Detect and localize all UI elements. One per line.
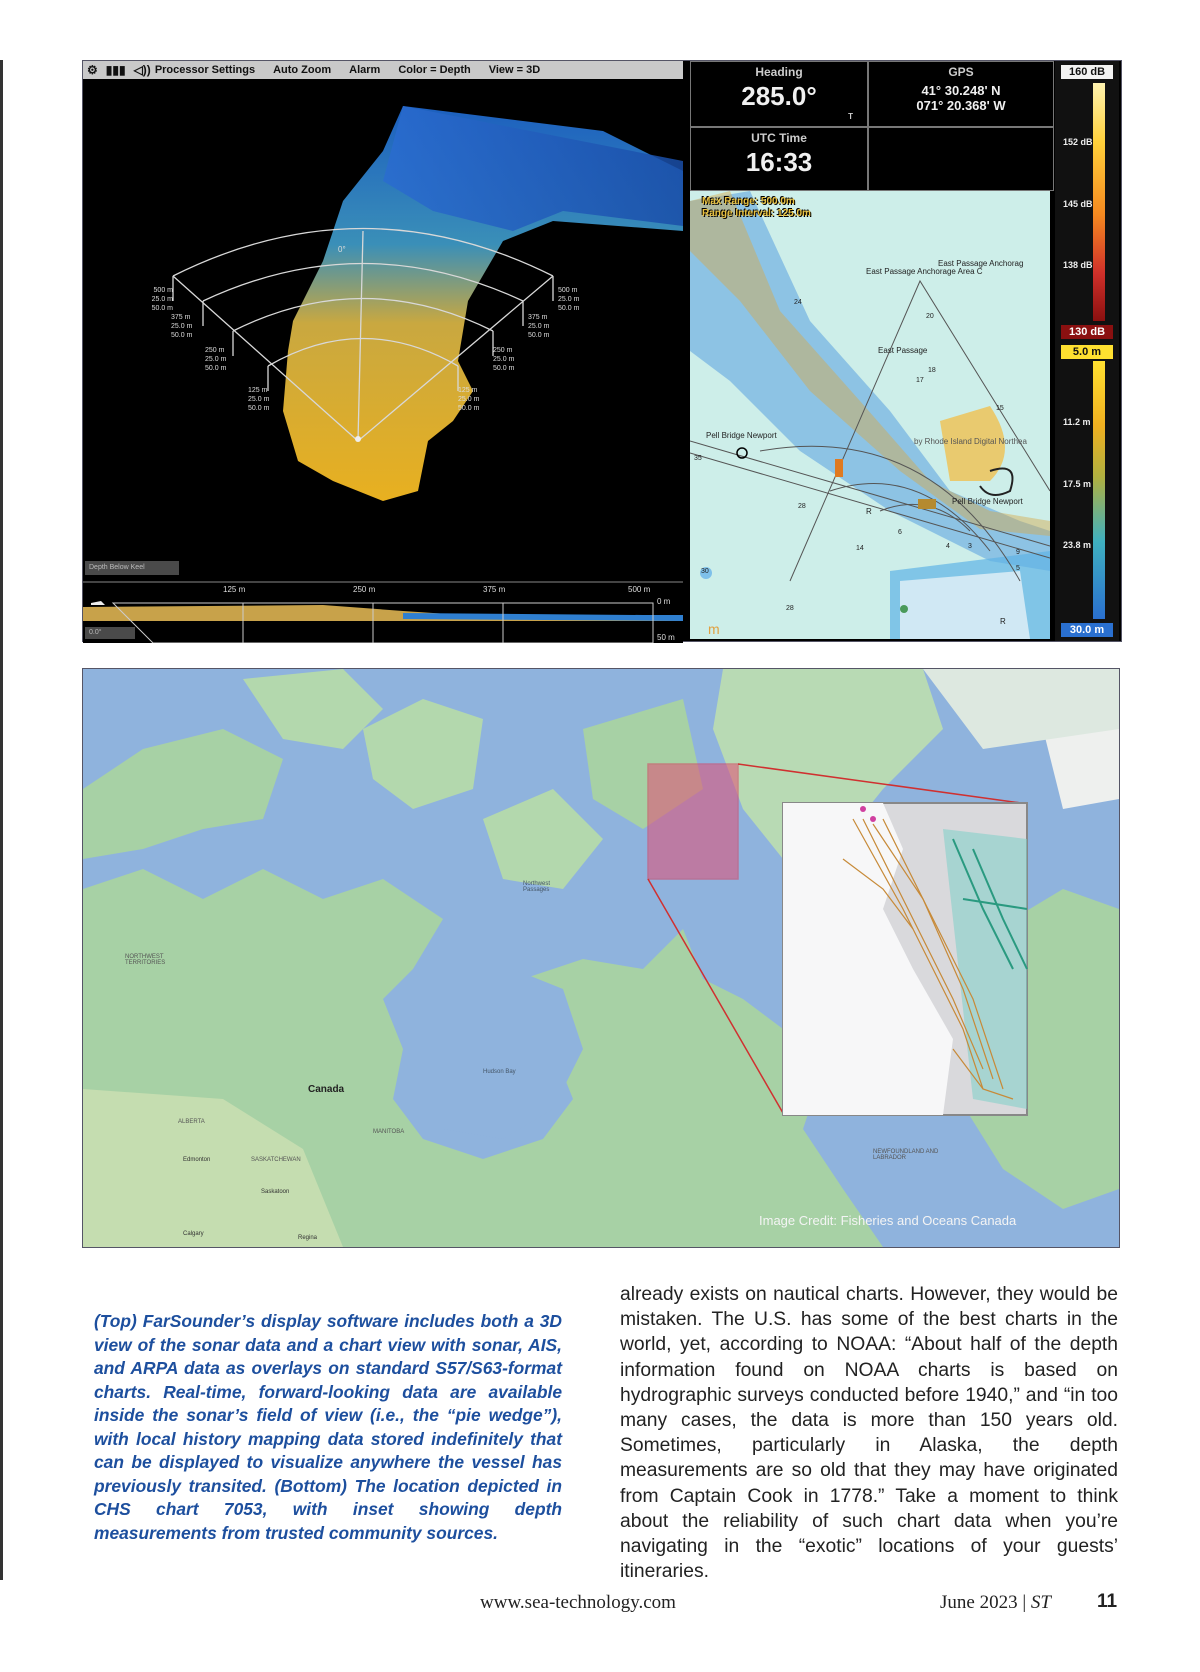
depth-sounding: 14 [856,545,864,552]
depth-gradient-bar [1093,361,1105,619]
chart-label-anchorage-c: East Passage Anchorage Area C [866,267,983,276]
toolbar-processor-settings[interactable]: Processor Settings [154,64,256,76]
profile-tick-500: 500 m [628,585,651,594]
heading-label: Heading [755,65,803,79]
depth-scale-17: 17.5 m [1063,479,1092,489]
toolbar-view-mode[interactable]: View = 3D [488,64,541,76]
footer-date: June 2023 | [940,1592,1031,1613]
canada-map-figure [82,668,1120,1248]
db-scale-min: 130 dB [1061,325,1113,339]
wedge-375-left: 375 m 25.0 m 50.0 m [171,314,193,339]
depth-below-keel-button[interactable]: Depth Below Keel [85,561,179,575]
figure-caption: (Top) FarSounder’s display software includes both a 3D view of the sonar data and a chart view with sonar, AIS, and ARPA data as overlays on standard S57/S63-format charts. Real-time, forward-looking data are available inside the sonar’s field of view (i.e., the “pie wedge”), with local history mapping data stored indefinitely that can be displayed to visualize anywhere the vessel has previously transited. (Bottom) The location depicted in CHS chart 7053, with inset showing depth measurements from trusted community sources. [94,1311,562,1543]
heading-suffix: T [848,112,853,121]
map-label-alberta: ALBERTA [178,1119,205,1125]
wedge-250-left: 250 m 25.0 m 50.0 m [205,347,227,372]
menu-bars-icon[interactable]: ▮▮▮ [105,63,126,77]
wedge-500-right: 500 m 25.0 m 50.0 m [558,287,580,312]
chart-label-anchorage: East Passage Anchorag [938,259,1024,268]
hud-empty-cell [868,127,1054,191]
map-label-manitoba: MANITOBA [373,1129,405,1135]
footer-url[interactable]: www.sea-technology.com [480,1592,676,1613]
map-label-edmonton: Edmonton [183,1157,211,1163]
map-label-saskatoon: Saskatoon [261,1189,290,1195]
sonar-ping-icon[interactable]: ◁)) [133,63,151,77]
profile-depth-bottom: 50 m [657,633,675,642]
chart-label-east-passage: East Passage [878,346,928,355]
profile-depth-top: 0 m [657,597,671,606]
profile-angle-readout: 0.0° [85,627,135,639]
profile-graphic [83,583,683,643]
depth-sounding: 30 [701,568,709,575]
sonar-3d-view [83,61,683,641]
depth-sounding: 17 [916,377,924,384]
chart-marker-r: R [866,507,872,516]
toolbar-alarm[interactable]: Alarm [349,64,381,76]
profile-tick-125: 125 m [223,585,246,594]
sonar-3d-graphic [83,61,683,641]
depth-sounding: 5 [1016,565,1020,572]
sonar-display-figure [82,60,1122,642]
profile-tick-250: 250 m [353,585,376,594]
sonar-side-profile [83,581,683,643]
map-label-newfoundland: NEWFOUNDLAND AND LABRADOR [873,1149,939,1161]
toolbar-color-mode[interactable]: Color = Depth [398,64,471,76]
depth-scale-23: 23.8 m [1063,540,1092,550]
map-image-credit: Image Credit: Fisheries and Oceans Canada [759,1213,1017,1228]
chart-label-ri-digital: by Rhode Island Digital Northea [914,437,1027,446]
page-left-rule [0,60,3,1580]
depth-sounding: 24 [794,299,802,306]
depth-sounding: 20 [926,313,934,320]
heading-value: 285.0° [741,81,817,111]
sonar-toolbar [83,61,683,79]
depth-sounding: 15 [996,405,1004,412]
footer-issue [940,1592,1051,1614]
utc-readout [690,127,868,191]
wedge-125-left: 125 m 25.0 m 50.0 m [248,387,270,412]
chart-range-readout: Max Range: 500.0m Range Interval: 125.0m [702,196,811,219]
depth-sounding: 28 [786,605,794,612]
page-number: 11 [1097,1591,1118,1612]
profile-tick-375: 375 m [483,585,506,594]
color-scale [1055,61,1119,641]
map-graphic [83,669,1119,1247]
chart-marker-r-2: R [1000,617,1006,626]
map-label-northwest-passages: Northwest Passages [523,881,551,893]
map-label-nwt: NORTHWEST TERRITORIES [125,954,166,966]
toolbar-auto-zoom[interactable]: Auto Zoom [273,64,332,76]
depth-scale-11: 11.2 m [1063,417,1091,427]
utc-label: UTC Time [751,131,807,145]
chart-label-pell-bridge: Pell Bridge Newport [706,431,777,440]
gps-readout [868,61,1054,127]
map-label-calgary: Calgary [183,1231,204,1237]
map-label-regina: Regina [298,1235,318,1241]
depth-sounding: 35 [694,455,702,462]
heading-readout [690,61,868,127]
map-label-saskatchewan: SASKATCHEWAN [251,1157,301,1163]
map-label-canada: Canada [308,1084,345,1095]
db-scale-max: 160 dB [1061,65,1113,79]
gps-latitude: 41° 30.248' N [921,83,1001,98]
wedge-375-right: 375 m 25.0 m 50.0 m [528,314,550,339]
nautical-chart-view [690,191,1050,639]
depth-sounding: 3 [968,543,972,550]
wedge-zero-label: 0° [338,245,346,254]
gear-icon[interactable]: ⚙ [87,63,98,77]
highlight-region [648,764,738,879]
wedge-125-right: 125 m 25.0 m 50.0 m [458,387,480,412]
chart-m-marker: m [708,621,720,637]
utc-value: 16:33 [745,147,813,177]
depth-sounding: 9 [1016,549,1020,556]
gps-longitude: 071° 20.368' W [916,98,1006,113]
depth-inset [783,803,1027,1115]
depth-sounding: 6 [898,529,902,536]
wedge-250-right: 250 m 25.0 m 50.0 m [493,347,515,372]
chart-label-pell-bridge-2: Pell Bridge Newport [952,497,1023,506]
wedge-500-left: 500 m 25.0 m 50.0 m [151,287,173,312]
depth-sounding: 4 [946,543,950,550]
article-body-text: already exists on nautical charts. However, they would be mistaken. The U.S. has some of the best charts in the world, yet, according to NOAA: “About half of the depth information found on NOAA charts is based on hydrographic surveys conducted before 1940,” and “in too many cases, the data is more than 150 years old. Sometimes, particularly in Alaska, the depth measurements are so old that they may have originated from Captain Cook in 1778.” Take a moment to think about the reliability of such chart data when you’re navigating in the “exotic” locations of your guests’ itineraries. [620,1284,1118,1583]
db-scale-152: 152 dB [1063,137,1093,147]
depth-scale-max: 30.0 m [1061,623,1113,637]
db-scale-145: 145 dB [1063,199,1093,209]
footer-magazine: ST [1030,1592,1051,1613]
gps-label: GPS [948,65,974,79]
db-scale-138: 138 dB [1063,260,1093,270]
map-label-hudson-bay: Hudson Bay [483,1069,516,1075]
depth-scale-min: 5.0 m [1061,345,1113,359]
depth-sounding: 18 [928,367,936,374]
depth-sounding: 28 [798,503,806,510]
